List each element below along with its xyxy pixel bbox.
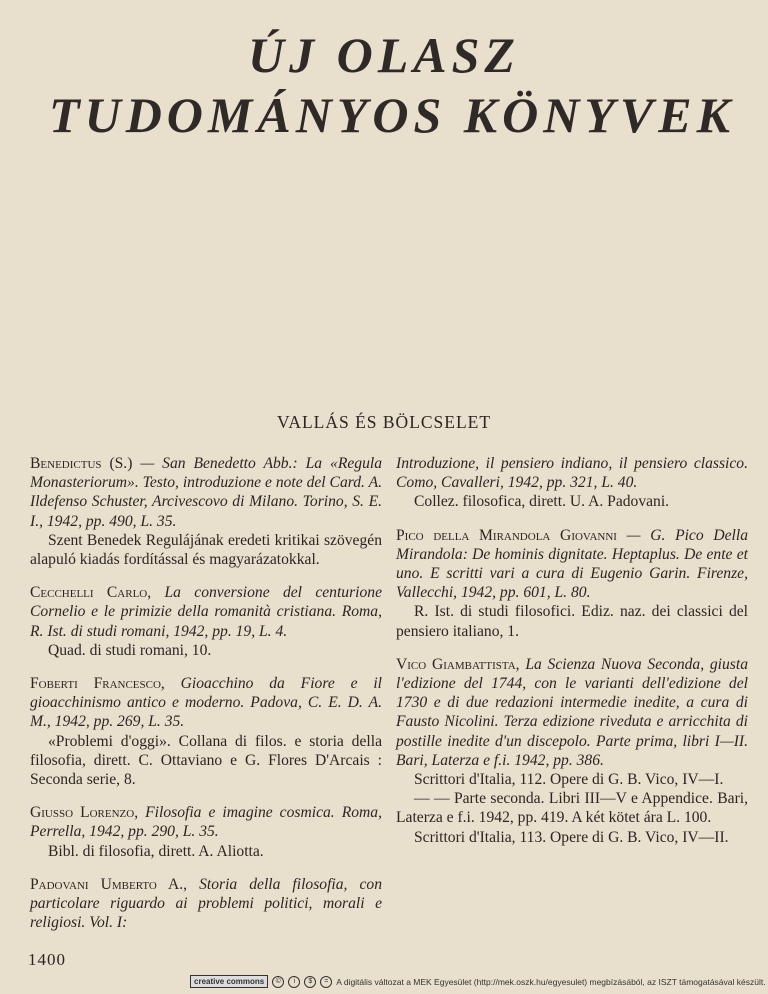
entry-note: Szent Benedek Regulájának eredeti kritikai szövegén alapuló kiadás fordítással és magyarázatokkal. xyxy=(30,531,382,569)
list-item: Vico Giambattista, La Scienza Nuova Seconda, giusta l'edizione del 1744, con le varianti dell'edizione del 1730 e di due redazioni intermedie inedite, a cura di Fausto Nicolini. Terza edizione riveduta e arricchita di postille inedite d'un discepolo. Parte prima, libri I—II. Bari, Laterza e f.i. 1942, pp. 386. xyxy=(396,655,748,769)
cc-icon: © xyxy=(272,976,284,988)
creative-commons-logo[interactable]: creative commons xyxy=(190,975,268,988)
page-title-line2: TUDOMÁNYOS KÖNYVEK xyxy=(49,87,735,143)
list-item: Cecchelli Carlo, La conversione del centurione Cornelio e le primizie della romanità cristiana. Roma, R. Ist. di studi romani, 1942, pp. 19, L. 4. xyxy=(30,584,383,640)
section-title: VALLÁS ÉS BÖLCSELET xyxy=(276,412,492,432)
list-item: Pico della Mirandola Giovanni — G. Pico Della Mirandola: De hominis dignitate. Heptaplus. De ente et uno. E scritti vari a cura di Eugenio Garin. Firenze, Vallecchi, 1942, pp. 601, L. 80. xyxy=(396,526,748,602)
entry-note: — — Parte seconda. Libri III—V e Appendice. Bari, Laterza e f.i. 1942, pp. 419. A két kötet ára L. 100. xyxy=(396,790,748,827)
entry-note: «Problemi d'oggi». Collana di filos. e storia della filosofia, dirett. C. Ottaviano e G. Flores D'Arcais : Seconda serie, 8. xyxy=(30,732,382,789)
list-item: Giusso Lorenzo, Filosofia e imagine cosmica. Roma, Perrella, 1942, pp. 290, L. 35. xyxy=(30,804,382,841)
page-title-line1: ÚJ OLASZ xyxy=(248,27,520,83)
entry-note: Collez. filosofica, dirett. U. A. Padovani. xyxy=(414,493,670,511)
nc-icon: $ xyxy=(304,976,316,988)
list-item: Padovani Umberto A., Storia della filosofia, con particolare riguardo ai problemi politici, morali e religiosi. Vol. I: xyxy=(30,875,382,932)
nd-icon: = xyxy=(320,976,332,988)
by-icon: i xyxy=(288,976,300,988)
footer-credit xyxy=(190,975,766,988)
entry-note: Quad. di studi romani, 10. xyxy=(48,641,212,659)
entry-note: Scrittori d'Italia, 112. Opere di G. B. Vico, IV—I. xyxy=(414,771,724,789)
list-item: Foberti Francesco, Gioacchino da Fiore e il gioacchinismo antico e moderno. Padova, C. E. D. A. M., 1942, pp. 269, L. 35. xyxy=(30,675,382,731)
entry-note: R. Ist. di studi filosofici. Ediz. naz. dei classici del pensiero italiano, 1. xyxy=(396,603,748,640)
page-number: 1400 xyxy=(28,950,66,969)
entry-note: Scrittori d'Italia, 113. Opere di G. B. Vico, IV—II. xyxy=(414,828,729,846)
list-item: Introduzione, il pensiero indiano, il pensiero classico. Como, Cavalleri, 1942, pp. 321, L. 40. xyxy=(396,455,748,492)
right-column xyxy=(396,454,748,847)
left-column xyxy=(30,454,382,932)
footer-text: A digitális változat a MEK Egyesület (http://mek.oszk.hu/egyesulet) megbízásából, az ISZT támogatásával készült. xyxy=(336,976,766,987)
list-item: Benedictus (S.) — San Benedetto Abb.: La «Regula Monasteriorum». Testo, introduzione e note del Card. A. Ildefenso Schuster, Arcivescovo di Milano. Torino, S. E. I., 1942, pp. 490, L. 35. xyxy=(30,455,382,530)
entry-note: Bibl. di filosofia, dirett. A. Aliotta. xyxy=(48,842,264,860)
